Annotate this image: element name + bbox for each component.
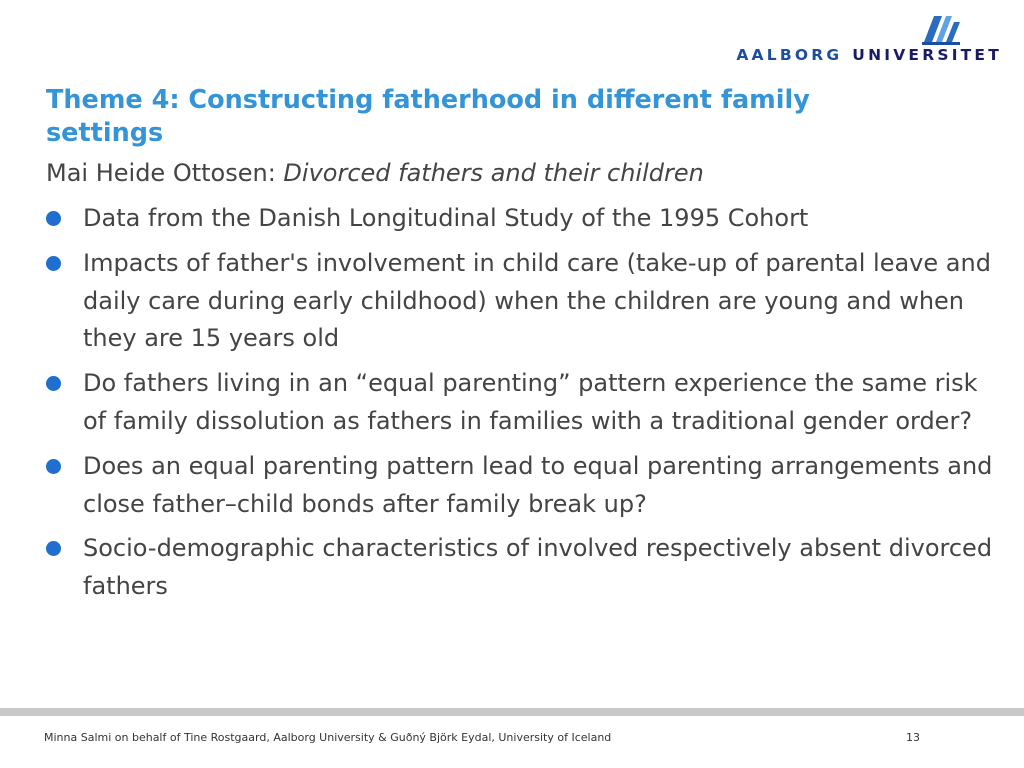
bullet-item <box>46 530 996 606</box>
logo-word-aalborg: AALBORG <box>736 46 843 64</box>
aalborg-university-logo-icon <box>920 12 962 48</box>
footer-credit: Minna Salmi on behalf of Tine Rostgaard, Aalborg University & Guðný Björk Eydal, University of Iceland <box>44 731 612 744</box>
bullet-dot-icon <box>46 541 61 556</box>
bullet-text: Does an equal parenting pattern lead to equal parenting arrangements and close father–child bonds after family break up? <box>83 451 993 518</box>
bullet-item <box>46 448 996 524</box>
bullet-item <box>46 200 996 238</box>
subtitle-work-title: Divorced fathers and their children <box>283 159 704 187</box>
bullet-text: Impacts of father's involvement in child care (take-up of parental leave and daily care during early childhood) when the children are young and when they are 15 years old <box>83 248 991 353</box>
logo-word-universitet: UNIVERSITET <box>852 46 1002 64</box>
bullet-text: Do fathers living in an “equal parenting” pattern experience the same risk of family dissolution as fathers in families with a traditional gender order? <box>83 369 978 435</box>
slide-subtitle <box>46 156 986 190</box>
bullet-dot-icon <box>46 256 61 271</box>
bullet-text: Data from the Danish Longitudinal Study of the 1995 Cohort <box>83 204 809 232</box>
bullet-dot-icon <box>46 376 61 391</box>
bullet-list <box>46 200 996 613</box>
bullet-item <box>46 365 996 441</box>
bullet-item <box>46 245 996 358</box>
page-number: 13 <box>906 731 920 744</box>
bullet-text: Socio-demographic characteristics of involved respectively absent divorced fathers <box>83 534 993 601</box>
slide-title: Theme 4: Constructing fatherhood in different family settings <box>46 85 810 148</box>
university-logo <box>682 12 1002 72</box>
footer-divider <box>0 708 1024 716</box>
bullet-dot-icon <box>46 211 61 226</box>
bullet-dot-icon <box>46 459 61 474</box>
subtitle-author: Mai Heide Ottosen: <box>46 159 284 187</box>
logo-wordmark <box>736 46 1002 64</box>
